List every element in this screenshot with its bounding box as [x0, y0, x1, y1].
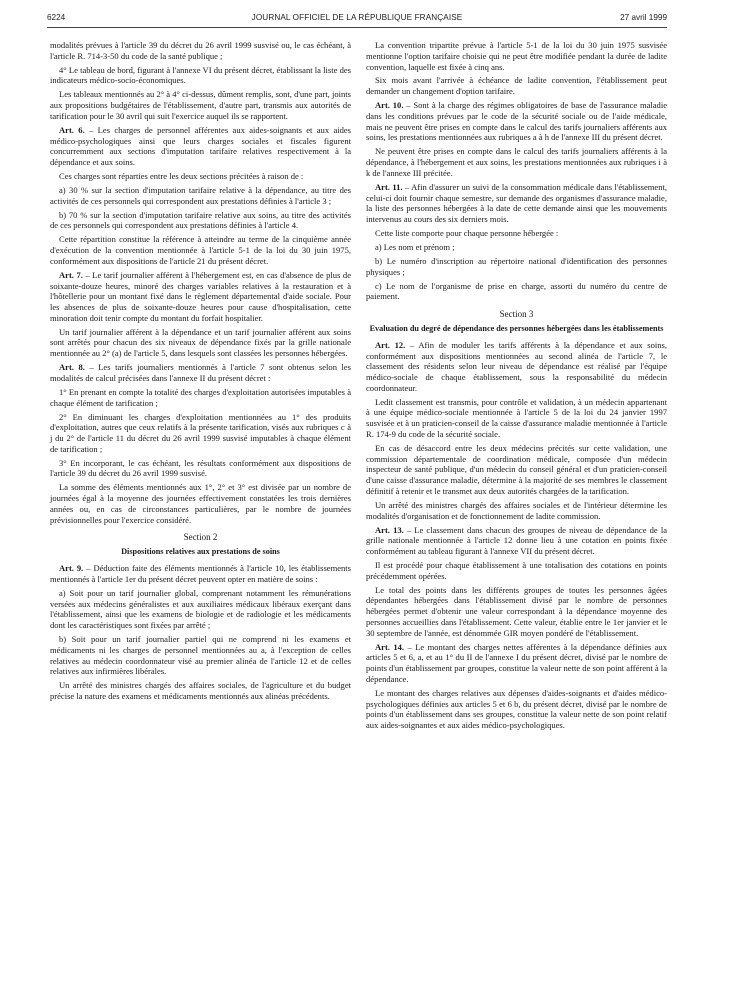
paragraph	[50, 588, 351, 631]
article-paragraph	[366, 525, 667, 557]
paragraph-text: b) 70 % sur la section d'imputation tarifaire relative aux soins, au titre des activités de ces personnels qui correspondent aux prestations définies à l'article 4.	[50, 209, 351, 231]
paragraph-text: Un arrêté des ministres chargés des affaires sociales, de l'agriculture et du budget précise la nature des examens et médicaments mentionnés aux alinéas précédents.	[50, 680, 351, 701]
paragraph-text: 3° En incorporant, le cas échéant, les résultats conformément aux dispositions de l'article 39 du décret du 26 avril 1999 susvisé.	[50, 457, 351, 479]
article-paragraph	[50, 125, 351, 168]
paragraph	[366, 688, 667, 731]
paragraph	[366, 443, 667, 497]
paragraph	[366, 500, 667, 522]
article-label: Art. 7.	[59, 269, 83, 280]
publication-date: 27 avril 1999	[620, 13, 667, 22]
paragraph-text: 4° Le tableau de bord, figurant à l'annexe VI du présent décret, établissant la liste des indicateurs médico-socio-économiques.	[50, 64, 351, 86]
paragraph	[50, 40, 351, 62]
paragraph	[366, 560, 667, 582]
paragraph-text: La convention tripartite prévue à l'article 5-1 de la loi du 30 juin 1975 susvisée mentionne l'option tarifaire choisie qui ne peut être modifiée pendant la durée de ladite convention, laquelle est fixée à cinq ans.	[366, 40, 667, 72]
section-number: Section 2	[183, 532, 218, 543]
article-paragraph	[50, 270, 351, 324]
paragraph-text: – Afin de moduler les tarifs afférents à la dépendance et aux soins, conformément aux dispositions mentionnées au second alinéa de l'article 7, le classement des résidents selon leur niveau de dépendance est réalisé par l'équipe médico-sociale de chaque établissement, sous la responsabilité du médecin coordonnateur.	[366, 339, 667, 393]
section-number: Section 3	[499, 309, 534, 319]
paragraph-text: Les tableaux mentionnés au 2° à 4° ci-dessus, dûment remplis, sont, d'une part, joints aux propositions budgétaires de l'établissement, d'autre part, transmis aux autorités de tarification pour le 30 avril qui suit l'exercice auquel ils se rapportent.	[50, 89, 351, 121]
paragraph-text: – Le montant des charges nettes afférentes à la dépendance définies aux articles 5 et 6, a, et au 1° du II de l'annexe I du présent décret, divisé par le nombre de points d'un établissement par groupes, constitue la valeur nette de son point afférent à la dépendance.	[366, 641, 667, 684]
paragraph	[366, 242, 667, 253]
paragraph	[50, 234, 351, 266]
paragraph-text: b) Soit pour un tarif journalier partiel qui ne comprend ni les examens et médicaments ni les charges de personnel mentionnées au a, à l'exception de celles relatives au médecin coordonnateur visé au premier alinéa de l'article 12 et de celles relatives aux infirmières libérales.	[50, 634, 351, 677]
article-label: Art. 6.	[59, 124, 85, 135]
left-column	[50, 40, 351, 705]
paragraph	[50, 680, 351, 702]
paragraph-text: – Les charges de personnel afférentes aux aides-soignants et aux aides médico-psychologiques ainsi que leurs charges sociales et fiscales figurent concurremment aux sections d'imputation tarifaire relatives respectivement à la dépendance et aux soins.	[50, 124, 352, 168]
paragraph-text: – Le tarif journalier afférent à l'hébergement est, en cas d'absence de plus de soixante-douze heures, minoré des charges variables relatives à la restauration et à l'hôtellerie pour un montant fixé dans le règlement départemental d'aide sociale. Pour les absences de plus de soixante-douze heures pour cause d'hospitalisation, cette minoration doit tenir compte du montant du forfait hospitalier.	[50, 269, 351, 323]
paragraph-text: Ledit classement est transmis, pour contrôle et validation, à un médecin appartenant à une équipe médico-sociale mentionnée à l'article 5 de la loi du 24 janvier 1997 susvisée et à un praticien-conseil de la caisse d'assurance maladie mentionnée à l'article R. 174-9 du code de la sécurité sociale.	[366, 396, 667, 439]
paragraph-text: – Afin d'assurer un suivi de la consommation médicale dans l'établissement, celui-ci doit fournir chaque semestre, sur demande des organismes d'assurance maladie, la liste des personnes hébergées à la date de cette demande ainsi que les mouvements intervenus au cours des six derniers mois.	[366, 181, 667, 224]
paragraph	[50, 387, 351, 409]
article-paragraph	[366, 100, 667, 143]
paragraph-text: 2° En diminuant les charges d'exploitation mentionnées au 1° des produits d'exploitation, autres que ceux relatifs à la présente tarification, visés aux rubriques c à j du 2° de l'article 11 du décret du 26 avril 1999 susvisé imputables à chaque élément de tarification ;	[50, 411, 351, 454]
article-label: Art. 13.	[375, 524, 404, 535]
paragraph-text: – Sont à la charge des régimes obligatoires de base de l'assurance maladie dans les conditions prévues par le code de la sécurité sociale ou de l'aide médicale, mais ne peuvent être prises en compte dans le calcul des tarifs journaliers afférents aux soins, les prestations mentionnées aux rubriques a à h de l'annexe III du présent décret.	[366, 100, 667, 143]
paragraph-text: – Déduction faite des éléments mentionnés à l'article 10, les établissements mentionnés à l'article 1er du présent décret peuvent opter en matière de soins :	[50, 563, 351, 584]
paragraph	[50, 458, 351, 480]
article-label: Art. 10.	[375, 100, 404, 111]
paragraph	[50, 171, 351, 182]
paragraph-text: a) Soit pour un tarif journalier global, comprenant notamment les rémunérations versées aux médecins généralistes et aux auxiliaires médicaux libéraux exerçant dans l'établissement, ainsi que les examens de biologie et de radiologie et les médicaments dont les caractéristiques sont fixées par arrêté ;	[50, 587, 351, 631]
paragraph	[50, 327, 351, 359]
paragraph-text: La somme des éléments mentionnés aux 1°, 2° et 3° est divisée par un nombre de journées égal à la moyenne des journées effectivement constatées les trois dernières années ou, en cas de circonstances particulières, par le nombre de journées prévisionnelles pour l'exercice considéré.	[50, 482, 351, 525]
paragraph-text: Ces charges sont réparties entre les deux sections précitées à raison de :	[59, 171, 304, 181]
section-title: Dispositions relatives aux prestations de soins	[121, 547, 280, 557]
article-paragraph	[366, 182, 667, 225]
section-title: Evaluation du degré de dépendance des personnes hébergées dans les établissements	[369, 323, 664, 333]
paragraph-text: – Le classement dans chacun des groupes de niveau de dépendance de la grille nationale mentionnée à l'article 12 donne lieu à une cotation en points fixée conformément au tableau figurant à l'annexe VII du présent décret.	[366, 524, 667, 556]
header-rule	[47, 27, 667, 28]
paragraph	[50, 89, 351, 121]
paragraph-text: – Les tarifs journaliers mentionnés à l'article 7 sont obtenus selon les modalités de calcul précisées dans l'annexe II du présent décret :	[50, 362, 351, 383]
paragraph	[366, 397, 667, 440]
paragraph	[366, 281, 667, 303]
paragraph-text: En cas de désaccord entre les deux médecins précités sur cette validation, une commission départementale de coordination médicale, composée d'un médecin inspecteur de santé publique, d'un médecin du conseil général et d'un praticien-conseil d'une caisse d'assurance maladie, détermine à la majorité de ses membres le classement définitif à retenir et le transmet aux deux autorités chargées de la tarification.	[366, 442, 667, 496]
paragraph-text: Le total des points dans les différents groupes de toutes les personnes âgées dépendantes hébergées dans l'établissement divisé par le nombre de personnes hébergées permet d'obtenir une valeur correspondant à la dépendance moyenne des personnes accueillies dans l'établissement. Cette valeur, établie entre le 1er janvier et le 30 septembre de l'année, est dénommée GIR moyen pondéré de l'établissement.	[366, 584, 667, 638]
paragraph-text: c) Le nom de l'organisme de prise en charge, assorti du numéro du centre de paiement.	[366, 280, 667, 302]
article-label: Art. 12.	[375, 339, 406, 350]
paragraph	[50, 65, 351, 87]
section-heading	[366, 309, 667, 334]
article-paragraph	[50, 563, 351, 585]
article-paragraph	[366, 642, 667, 685]
article-paragraph	[50, 362, 351, 384]
paragraph-text: Un arrêté des ministres chargés des affaires sociales et de l'intérieur détermine les modalités d'organisation et de fonctionnement de ladite commission.	[366, 499, 667, 521]
paragraph	[366, 146, 667, 178]
paragraph-text: Il est procédé pour chaque établissement à une totalisation des cotations en points précédemment opérées.	[366, 559, 667, 581]
journal-title: JOURNAL OFFICIEL DE LA RÉPUBLIQUE FRANÇAISE	[251, 13, 463, 22]
paragraph	[50, 185, 351, 207]
paragraph-text: a) Les nom et prénom ;	[375, 241, 455, 252]
paragraph-text: Cette liste comporte pour chaque personne hébergée :	[375, 227, 559, 238]
paragraph	[50, 634, 351, 677]
paragraph-text: Un tarif journalier afférent à la dépendance et un tarif journalier afférent aux soins sont arrêtés pour chacun des six niveaux de dépendance fixés par la grille nationale mentionnée au 2° (a) de l'article 5, dans lesquels sont classées les personnes hébergées.	[50, 326, 351, 359]
paragraph-text: Cette répartition constitue la référence à atteindre au terme de la cinquième année d'exécution de la convention mentionnée à l'article 5-1 de la loi du 30 juin 1975, conformément aux dispositions de l'article 21 du présent décret.	[50, 234, 351, 266]
article-label: Art. 9.	[59, 563, 84, 574]
paragraph	[50, 482, 351, 525]
paragraph-text: Le montant des charges relatives aux dépenses d'aides-soignants et d'aides médico-psychologiques définies aux articles 5 et 6 b, du présent décret, divisé par le nombre de points d'un établissement dans ses groupes, constitue la valeur nette de son point relatif aux aides-soignantes et aux aides médico-psychologiques.	[366, 687, 667, 730]
paragraph-text: b) Le numéro d'inscription au répertoire national d'identification des personnes physiques ;	[366, 255, 667, 277]
paragraph	[50, 210, 351, 232]
paragraph	[366, 40, 667, 72]
paragraph-text: modalités prévues à l'article 39 du décret du 26 avril 1999 susvisé ou, le cas échéant, à l'article R. 714-3-50 du code de la santé publique ;	[50, 40, 351, 61]
paragraph	[50, 412, 351, 455]
paragraph	[366, 585, 667, 639]
article-label: Art. 8.	[59, 362, 85, 373]
section-heading	[50, 532, 351, 557]
article-paragraph	[366, 340, 667, 394]
paragraph-text: a) 30 % sur la section d'imputation tarifaire relative à la dépendance, au titre des activités de ces personnels qui correspondent aux prestations définies à l'article 3 ;	[50, 184, 351, 206]
paragraph-text: 1° En prenant en compte la totalité des charges d'exploitation autorisées imputables à chaque élément de tarification ;	[50, 386, 351, 408]
paragraph	[366, 75, 667, 97]
page-header	[47, 13, 667, 27]
paragraph-text: Six mois avant l'arrivée à échéance de ladite convention, l'établissement peut demander un changement d'option tarifaire.	[366, 75, 667, 97]
article-label: Art. 14.	[375, 641, 405, 652]
paragraph-text: Ne peuvent être prises en compte dans le calcul des tarifs journaliers afférents à la dépendance, à l'hébergement et aux soins, les prestations mentionnées aux rubriques i à k de l'annexe III précitée.	[366, 146, 667, 178]
paragraph	[366, 228, 667, 239]
paragraph	[366, 256, 667, 278]
right-column	[366, 40, 667, 734]
page-number: 6224	[47, 13, 66, 22]
article-label: Art. 11.	[375, 181, 403, 192]
